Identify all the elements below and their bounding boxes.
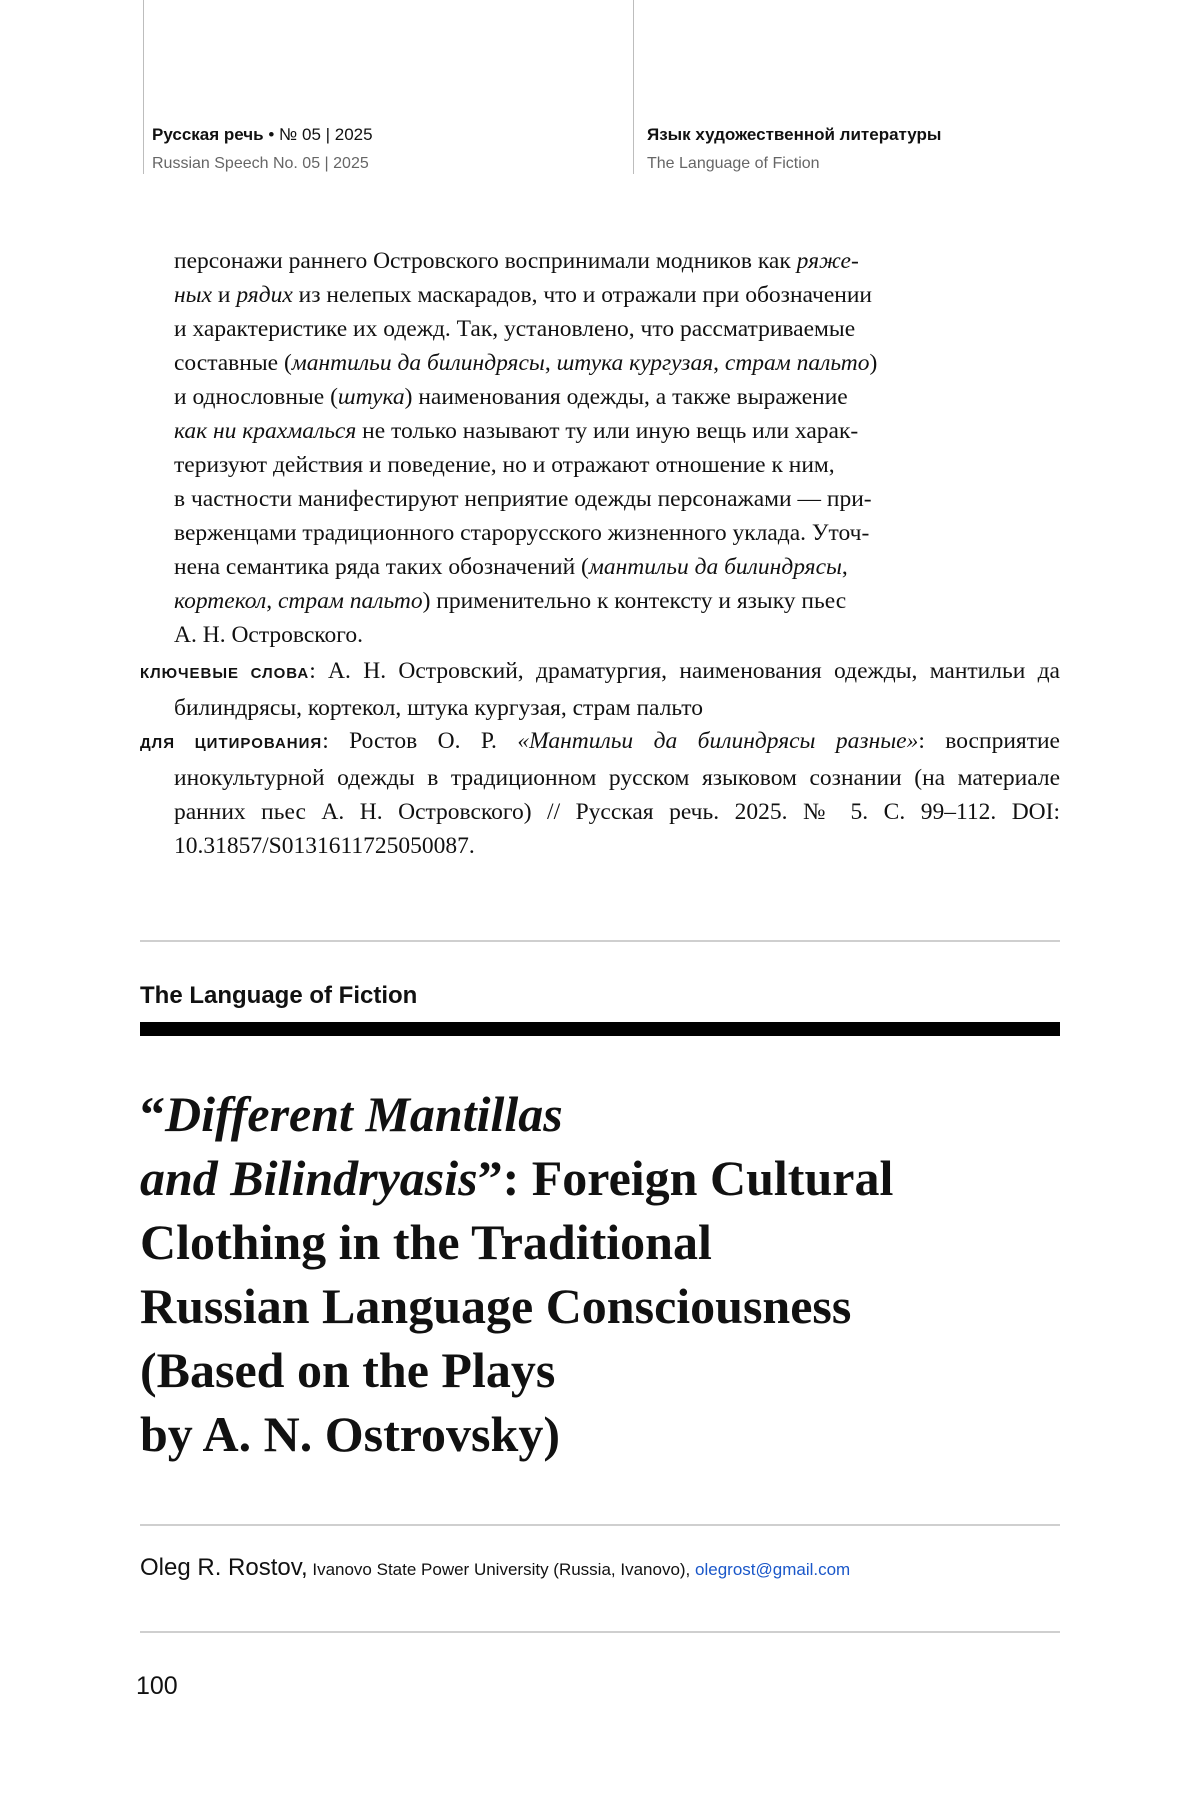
keywords-block (140, 654, 1060, 725)
title-line-3: Clothing in the Traditional (140, 1214, 712, 1270)
running-header-left (152, 123, 373, 175)
divider-top (140, 940, 1060, 942)
page-number: 100 (136, 1672, 178, 1700)
title-line-5: (Based on the Plays (140, 1342, 556, 1398)
citation-title: «Мантильи да билиндрясы разные» (517, 728, 919, 754)
running-header-right (647, 123, 941, 175)
journal-issue-ru: Русская речь • № 05 | 2025 (152, 125, 373, 144)
keywords-label: КЛЮЧЕВЫЕ СЛОВА (140, 665, 310, 682)
abstract-text (174, 244, 1060, 652)
section-label: The Language of Fiction (140, 982, 418, 1009)
author-email-link[interactable]: olegrost@gmail.com (695, 1560, 851, 1579)
citation-block (140, 724, 1060, 863)
keywords-text: : А. Н. Островский, драматургия, наименования одежды, мантильи да билиндрясы, кортекол, штука кургузая, страм пальто (174, 658, 1060, 721)
section-name-ru: Язык художественной литературы (647, 125, 942, 144)
divider-author-bottom (140, 1631, 1060, 1633)
divider-author-top (140, 1524, 1060, 1526)
keywords (140, 654, 1060, 725)
issue-number-ru: № 05 | 2025 (279, 125, 373, 144)
author-name: Oleg R. Rostov, (140, 1554, 308, 1581)
author-info (140, 1554, 850, 1582)
section-name-en: The Language of Fiction (647, 155, 820, 172)
article-title-en (140, 1082, 1060, 1466)
section-bar (140, 1022, 1060, 1036)
abstract-paragraph: персонажи раннего Островского воспринимали модников как ряже- ных и рядих из нелепых маскарадов, что и отражали при обозначении и характеристике их одежд. Так, установлено, что рассматриваемые составные (мантильи да билиндрясы, штука кургузая, страм пальто) и однословные (штука) наименования одежды, а также выражение как ни крахмалься не только называют ту или иную вещь или харак- теризуют действия и поведение, но и отражают отношение к ним, в частности манифестируют неприятие одежды персонажами — при- верженцами традиционного старорусского жизненного уклада. Уточ- нена семантика ряда таких обозначений (мантильи да билиндрясы, кортекол, страм пальто) применительно к контексту и языку пьес А. Н. Островского. (174, 248, 878, 648)
header-divider-left (143, 0, 144, 174)
journal-issue-en: Russian Speech No. 05 | 2025 (152, 155, 369, 172)
citation-label: ДЛЯ ЦИТИРОВАНИЯ (140, 735, 323, 752)
title-line-2: and Bilindryasis”: Foreign Cultural (140, 1150, 894, 1206)
citation: ДЛЯ ЦИТИРОВАНИЯ: Ростов О. Р. «Мантильи да билиндрясы разные»: восприятие инокультурной одежды в традиционном русском языковом сознании (на материале ранних пьес А. Н. Островского) // Русская речь. 2025. № 5. С. 99–112. DOI: 10.31857/S0131611725050087. (140, 728, 1060, 859)
title-line-6: by A. N. Ostrovsky) (140, 1406, 560, 1462)
title-line-1: “Different Mantillas (140, 1086, 563, 1142)
author-affiliation: Ivanovo State Power University (Russia, Ivanovo), (307, 1560, 696, 1579)
header-divider-middle (633, 0, 634, 174)
journal-name-ru: Русская речь (152, 125, 264, 144)
title-line-4: Russian Language Consciousness (140, 1278, 852, 1334)
